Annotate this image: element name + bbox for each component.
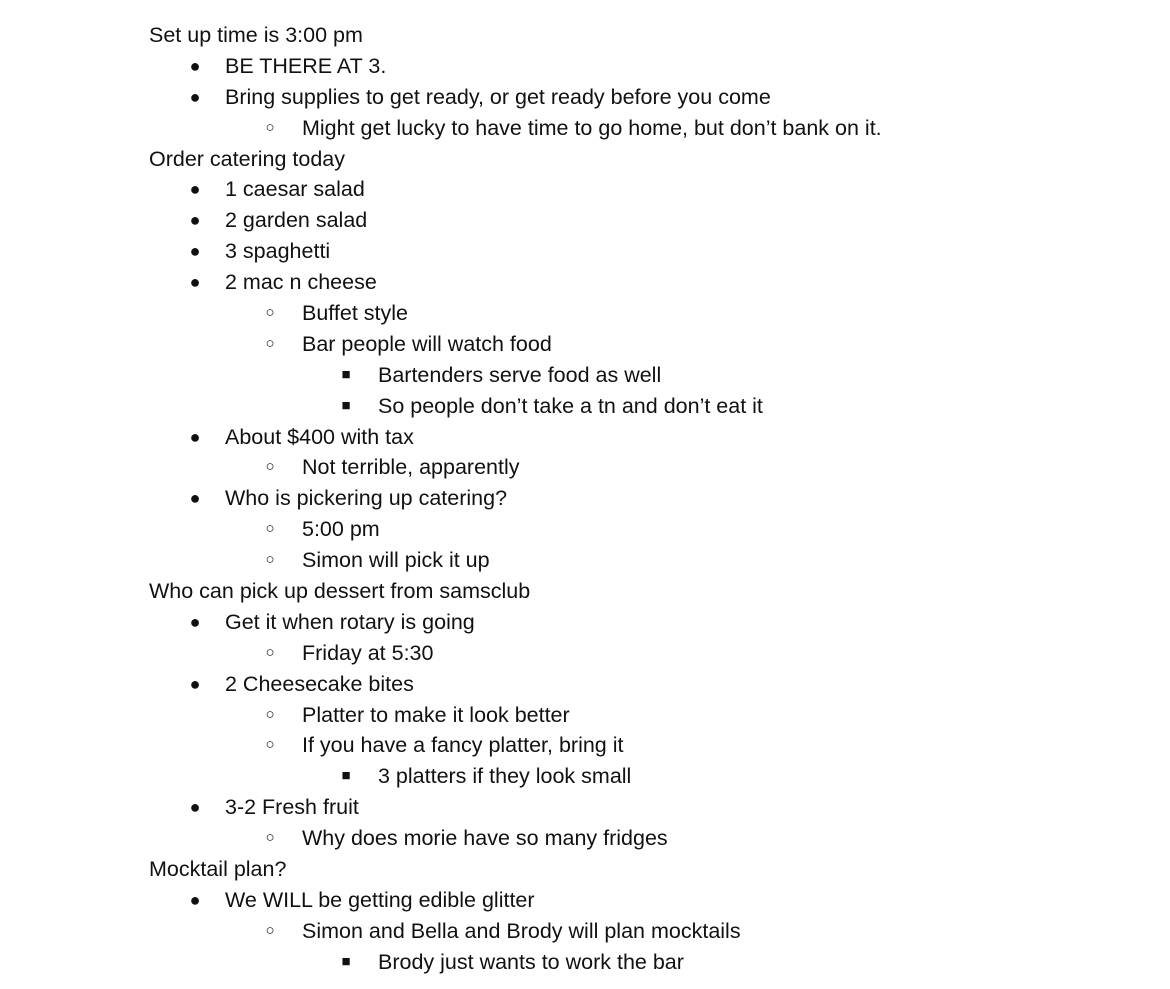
item-text: Brody just wants to work the bar xyxy=(378,949,684,974)
list-item xyxy=(149,730,1170,761)
notes-document xyxy=(149,20,1170,978)
circle-bullet-icon: ○ xyxy=(265,551,275,569)
item-text: Simon will pick it up xyxy=(302,548,490,573)
item-text: 3 platters if they look small xyxy=(378,764,632,789)
item-text: Bring supplies to get ready, or get ready before you come xyxy=(225,84,771,109)
disc-bullet-icon: ● xyxy=(189,797,201,818)
disc-bullet-icon: ● xyxy=(189,488,201,509)
item-text: 5:00 pm xyxy=(302,517,380,542)
heading-text: Set up time is 3:00 pm xyxy=(149,23,363,47)
item-text: If you have a fancy platter, bring it xyxy=(302,733,624,758)
item-text: Get it when rotary is going xyxy=(225,609,475,634)
circle-bullet-icon: ○ xyxy=(265,458,275,476)
item-text: BE THERE AT 3. xyxy=(225,53,387,78)
list-item xyxy=(149,885,1170,916)
item-text: 3-2 Fresh fruit xyxy=(225,795,359,820)
circle-bullet-icon: ○ xyxy=(265,829,275,847)
list-item xyxy=(149,545,1170,576)
disc-bullet-icon: ● xyxy=(189,179,201,200)
circle-bullet-icon: ○ xyxy=(265,334,275,352)
item-text: So people don’t take a tn and don’t eat it xyxy=(378,393,763,418)
disc-bullet-icon: ● xyxy=(189,86,201,107)
list-item xyxy=(149,236,1170,267)
list-item xyxy=(149,638,1170,669)
item-text: Platter to make it look better xyxy=(302,702,570,727)
square-bullet-icon: ■ xyxy=(341,396,351,414)
heading-text: Order catering today xyxy=(149,146,345,171)
list-item xyxy=(149,700,1170,731)
item-text: 2 garden salad xyxy=(225,208,368,233)
item-text: Not terrible, apparently xyxy=(302,455,520,480)
list-item xyxy=(149,51,1170,82)
circle-bullet-icon: ○ xyxy=(265,118,275,136)
circle-bullet-icon: ○ xyxy=(265,921,275,939)
circle-bullet-icon: ○ xyxy=(265,643,275,661)
heading-text: Who can pick up dessert from samsclub xyxy=(149,579,531,604)
list-item xyxy=(149,391,1170,422)
list-item xyxy=(149,329,1170,360)
item-text: 2 mac n cheese xyxy=(225,270,377,295)
list-item xyxy=(149,607,1170,638)
disc-bullet-icon: ● xyxy=(189,210,201,231)
disc-bullet-icon: ● xyxy=(189,889,201,910)
disc-bullet-icon: ● xyxy=(189,272,201,293)
list-item xyxy=(149,761,1170,792)
item-text: Friday at 5:30 xyxy=(302,640,434,665)
item-text: Might get lucky to have time to go home, but don’t bank on it. xyxy=(302,115,882,140)
list-item xyxy=(149,360,1170,391)
section-heading xyxy=(149,854,1170,885)
circle-bullet-icon: ○ xyxy=(265,705,275,723)
list-item xyxy=(149,82,1170,113)
item-text: 2 Cheesecake bites xyxy=(225,671,414,696)
list-item xyxy=(149,422,1170,453)
item-text: Buffet style xyxy=(302,301,408,326)
list-item xyxy=(149,947,1170,978)
list-item xyxy=(149,298,1170,329)
circle-bullet-icon: ○ xyxy=(265,736,275,754)
section-heading xyxy=(149,576,1170,607)
disc-bullet-icon: ● xyxy=(189,426,201,447)
section-heading xyxy=(149,20,1170,51)
item-text: Simon and Bella and Brody will plan mocktails xyxy=(302,918,741,943)
list-item xyxy=(149,514,1170,545)
item-text: Who is pickering up catering? xyxy=(225,486,508,511)
section-heading xyxy=(149,144,1170,175)
heading-text: Mocktail plan? xyxy=(149,857,287,882)
item-text: About $400 with tax xyxy=(225,424,414,449)
square-bullet-icon: ■ xyxy=(341,365,351,383)
item-text: Bar people will watch food xyxy=(302,331,552,356)
disc-bullet-icon: ● xyxy=(189,611,201,632)
list-item xyxy=(149,483,1170,514)
list-item xyxy=(149,916,1170,947)
item-text: 1 caesar salad xyxy=(225,177,365,202)
disc-bullet-icon: ● xyxy=(189,673,201,694)
list-item xyxy=(149,823,1170,854)
list-item xyxy=(149,174,1170,205)
disc-bullet-icon: ● xyxy=(189,55,201,76)
square-bullet-icon: ■ xyxy=(341,767,351,785)
disc-bullet-icon: ● xyxy=(189,241,201,262)
circle-bullet-icon: ○ xyxy=(265,304,275,322)
list-item xyxy=(149,792,1170,823)
square-bullet-icon: ■ xyxy=(341,952,351,970)
list-item xyxy=(149,452,1170,483)
list-item xyxy=(149,113,1170,144)
item-text: Why does morie have so many fridges xyxy=(302,826,668,851)
list-item xyxy=(149,267,1170,298)
item-text: 3 spaghetti xyxy=(225,239,331,264)
item-text: Bartenders serve food as well xyxy=(378,362,662,387)
list-item xyxy=(149,669,1170,700)
item-text: We WILL be getting edible glitter xyxy=(225,887,535,912)
list-item xyxy=(149,205,1170,236)
circle-bullet-icon: ○ xyxy=(265,520,275,538)
